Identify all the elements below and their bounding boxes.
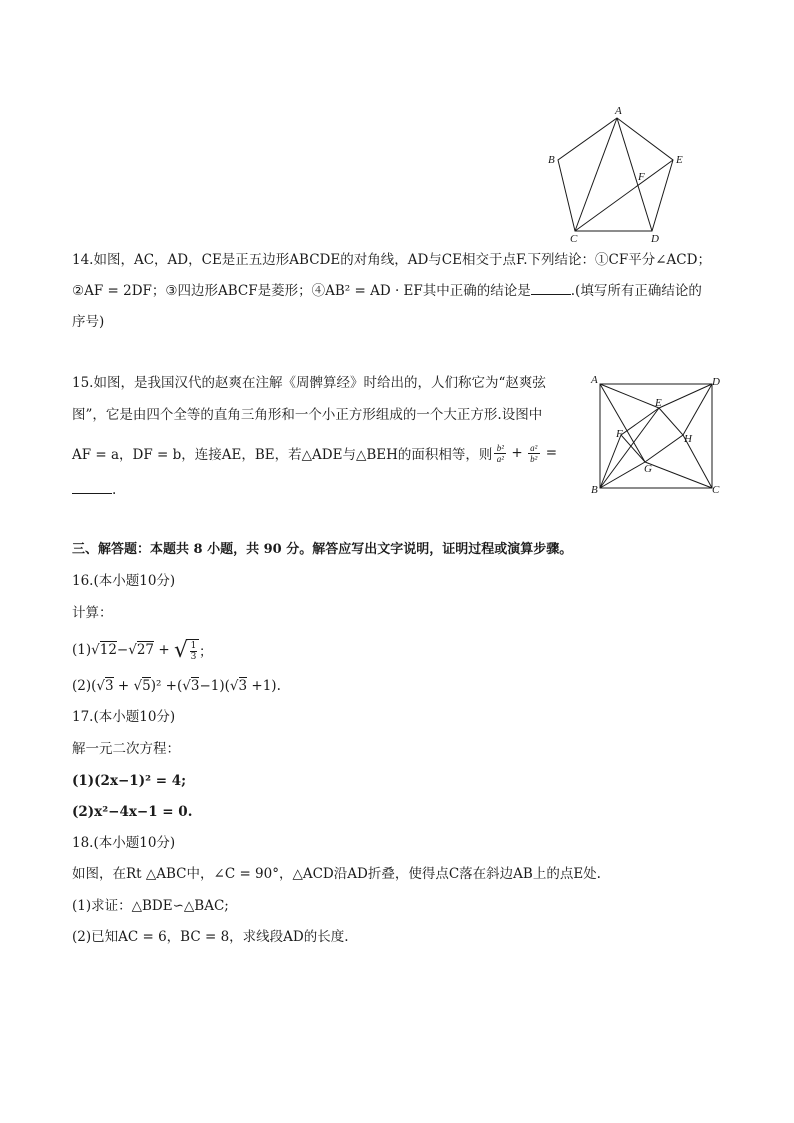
- q16-p1-plus: +: [154, 642, 174, 658]
- q16-p2-radicand2: 5: [142, 678, 151, 694]
- q17-header: 17.(本小题10分): [72, 709, 176, 725]
- label-c: C: [712, 484, 720, 496]
- line-de: [683, 384, 712, 435]
- line-bf: [600, 435, 621, 488]
- label-b: B: [591, 484, 598, 496]
- q15-frac1: [494, 443, 506, 464]
- q16-p1-sqrt2: √27: [128, 642, 155, 658]
- line-be: [600, 408, 659, 488]
- q16-p1-den: 3: [190, 651, 197, 662]
- q16-p2-plus: +: [113, 678, 134, 694]
- q14-line2: [72, 281, 702, 301]
- label-b: B: [548, 154, 555, 166]
- q18-part1: (1)求证：△BDE∽△BAC;: [72, 898, 229, 914]
- label-e: E: [676, 154, 683, 166]
- label-e: E: [655, 397, 662, 409]
- line-gc: [645, 462, 712, 488]
- q15-line3a: AF = a，DF = b，连接AE，BE，若△ADE与△BEH的面积相等，则: [72, 447, 493, 463]
- q16-p2-end: +1).: [247, 678, 281, 694]
- q16-p1-radicand2: 27: [136, 642, 155, 658]
- q14-line2a: ②AF = 2DF；③四边形ABCF是菱形；④AB² = AD · EF其中正确的结论是: [72, 283, 531, 299]
- q16-p1-prefix: (1): [72, 642, 92, 658]
- pentagon-outline: [558, 118, 673, 231]
- sqrt-sign: √: [173, 637, 188, 663]
- label-h: H: [684, 433, 692, 445]
- q15-answer-blank[interactable]: [72, 481, 112, 494]
- inner-square: [621, 408, 683, 462]
- pentagon-figure: [540, 100, 700, 245]
- q17-part2: (2)x²−4x−1 = 0.: [72, 804, 193, 820]
- q16-p1-radicand1: 12: [99, 642, 117, 658]
- q16-p2-radicand4: 3: [238, 678, 248, 694]
- q18-header: 18.(本小题10分): [72, 835, 176, 851]
- q16-p1-frac: [188, 639, 199, 662]
- q17-part1: (1)(2x−1)² = 4;: [72, 773, 187, 789]
- q16-part2: (2)(√3 + √5)² +(√3−1)(√3 +1).: [72, 678, 281, 694]
- q16-p1-sqrt1: √12: [91, 642, 117, 658]
- diagonal-ac: [575, 118, 617, 231]
- q14-line3: 序号): [72, 314, 105, 330]
- q17-prompt: 解一元二次方程：: [72, 741, 180, 757]
- label-d: D: [651, 233, 659, 245]
- diagonal-ce: [575, 160, 673, 231]
- label-f: F: [616, 428, 623, 440]
- q16-p1-sqrt3: [174, 638, 199, 663]
- q18-part2: (2)已知AC = 6，BC = 8，求线段AD的长度.: [72, 929, 349, 945]
- label-d: D: [712, 376, 720, 388]
- q16-p2-radicand3: 3: [190, 678, 200, 694]
- q14-answer-blank[interactable]: [531, 282, 571, 295]
- q18-prompt: 如图，在Rt △ABC中，∠C = 90°，△ACD沿AD折叠，使得点C落在斜边AB上的点E处.: [72, 866, 601, 882]
- line-bg: [600, 462, 645, 488]
- q16-p2-mid2: −1)(: [199, 678, 230, 694]
- section-3-title: 三、解答题：本题共 8 小题，共 90 分。解答应写出文字说明，证明过程或演算步骤。: [72, 542, 573, 557]
- line-ae-ext: [659, 384, 712, 408]
- q16-p1-end: ；: [198, 644, 213, 660]
- zhao-shuang-figure: [586, 372, 726, 497]
- q15-line2: 图”，它是由四个全等的直角三角形和一个小正方形组成的一个大正方形.设图中: [72, 407, 543, 423]
- q14-line2b: .(填写所有正确结论的: [570, 283, 702, 299]
- q15-line4: [72, 480, 116, 500]
- label-a: A: [615, 105, 622, 117]
- q15-frac1-num: b²: [496, 442, 504, 453]
- q15-frac1-den: a²: [496, 453, 504, 464]
- line-ae: [600, 384, 659, 408]
- label-a: A: [591, 374, 598, 386]
- label-f: F: [638, 171, 645, 183]
- q16-p1-minus: −: [116, 642, 129, 658]
- q16-p2-radicand1: 3: [105, 678, 114, 694]
- q16-header: 16.(本小题10分): [72, 573, 176, 589]
- q16-p2-prefix: (2)(: [72, 678, 97, 694]
- diagonal-ad: [617, 118, 652, 231]
- q15-frac2-num: a²: [530, 442, 538, 453]
- q15-line4b: .: [112, 482, 117, 498]
- q15-line3: [72, 436, 557, 470]
- q14-line1: 14.如图，AC，AD，CE是正五边形ABCDE的对角线，AD与CE相交于点F.下列结论：①CF平分∠ACD；: [72, 252, 711, 268]
- q16-prompt: 计算：: [72, 605, 113, 621]
- q16-part1: [72, 634, 212, 666]
- q15-frac2-den: b²: [530, 453, 538, 464]
- label-c: C: [570, 233, 578, 245]
- q15-plus: +: [511, 445, 523, 461]
- q16-p2-mid: )² +(: [150, 678, 183, 694]
- q15-frac2: [528, 443, 540, 464]
- label-g: G: [644, 463, 652, 475]
- q15-line1: 15.如图，是我国汉代的赵爽在注解《周髀算经》时给出的，人们称它为“赵爽弦: [72, 375, 546, 391]
- q16-p1-num: 1: [190, 640, 197, 651]
- q15-equals: =: [545, 445, 558, 461]
